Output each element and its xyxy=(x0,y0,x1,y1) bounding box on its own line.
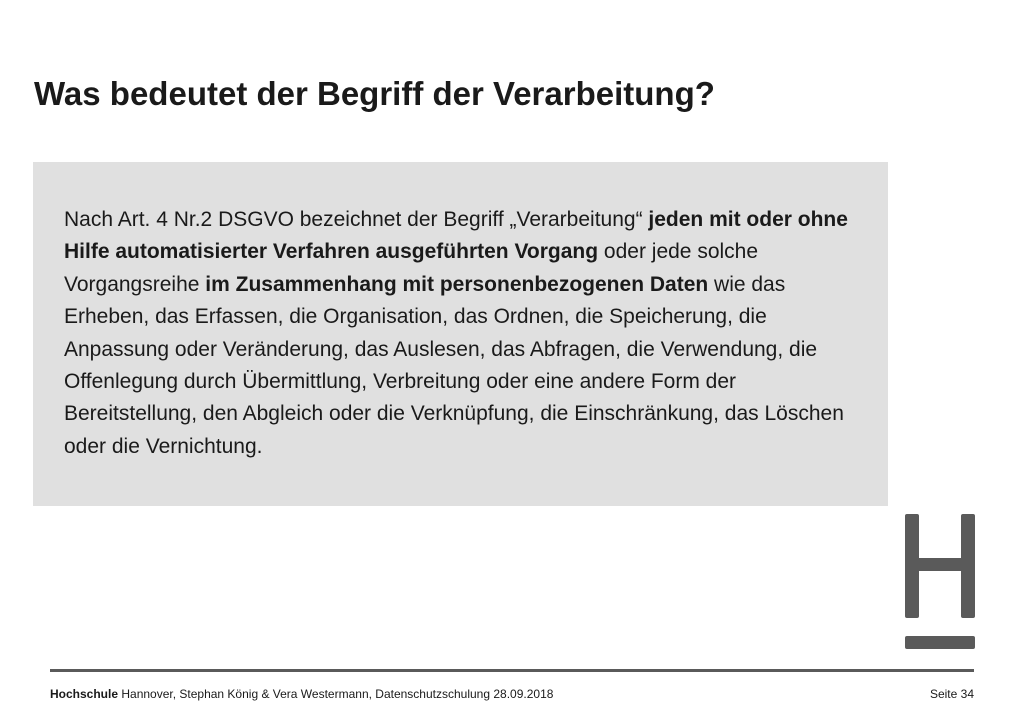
footer-credits xyxy=(50,687,553,701)
page-number: Seite 34 xyxy=(929,687,974,701)
definition-connector: oder jede solche Vorgangsreihe xyxy=(64,240,759,296)
slide-title: Was bedeutet der Begriff der Verarbeitung? xyxy=(34,75,715,112)
logo-underline xyxy=(905,636,975,649)
logo-crossbar xyxy=(905,558,975,571)
definition-box xyxy=(33,162,888,506)
footer-divider xyxy=(50,669,974,672)
definition-emphasis-operation: jeden mit oder ohne Hilfe automatisierter Verfahren ausgeführten Vorgang xyxy=(64,208,848,264)
footer-details: Hannover, Stephan König & Vera Westermann, Datenschutzschulung 28.09.2018 xyxy=(118,687,554,701)
footer-organization: Hochschule xyxy=(50,687,119,701)
definition-emphasis-personal-data: im Zusammenhang mit personenbezogenen Daten xyxy=(205,272,709,296)
hochschule-logo xyxy=(905,514,975,652)
definition-examples: wie das Erheben, das Erfassen, die Organisation, das Ordnen, die Speicherung, die Anpassung oder Veränderung, das Auslesen, das Abfragen, die Verwendung, die Offenlegung durch Übermittlung, Verbreitung oder eine andere Form der Bereitstellung, den Abgleich oder die Verknüpfung, die Einschränkung, das Löschen oder die Vernichtung. xyxy=(64,272,844,458)
definition-text xyxy=(64,204,858,463)
definition-intro: Nach Art. 4 Nr.2 DSGVO bezeichnet der Begriff „Verarbeitung“ xyxy=(64,208,649,231)
